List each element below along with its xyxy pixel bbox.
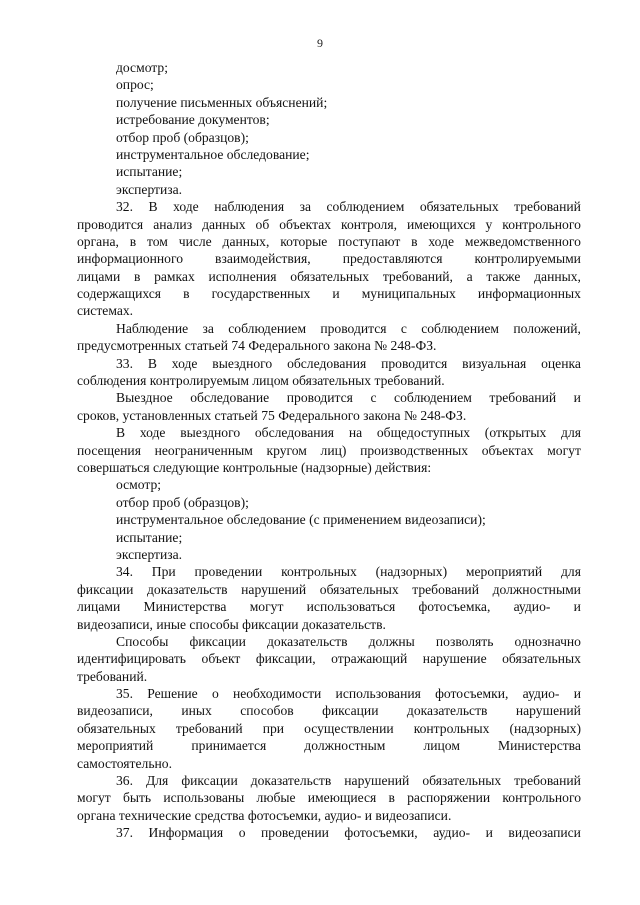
word: имеющиеся	[307, 790, 377, 806]
text-line	[77, 389, 581, 406]
word: требований,	[382, 268, 453, 284]
word: В	[147, 355, 157, 371]
word: имеющихся	[407, 216, 476, 232]
word: идентифицировать	[77, 651, 187, 667]
word: могут	[249, 599, 284, 615]
text-line: опрос;	[116, 77, 154, 93]
word: объект	[201, 651, 241, 667]
text-line	[77, 563, 581, 580]
word: об	[255, 216, 270, 232]
word: муниципальных	[361, 286, 456, 302]
word: анализ	[153, 216, 193, 232]
word: взаимодействия,	[215, 251, 311, 267]
word: использования	[335, 686, 421, 702]
text-line: экспертиза.	[116, 546, 183, 562]
word: и	[573, 599, 581, 615]
word: межведомственного	[464, 233, 581, 249]
word: с	[400, 320, 407, 336]
word: использованы	[163, 790, 245, 806]
word: содержащихся	[77, 286, 162, 302]
word: контрольных	[281, 564, 357, 580]
word: данных	[202, 216, 246, 232]
word: выездного	[180, 425, 241, 441]
word: использоваться	[306, 599, 396, 615]
text-line: совершаться следующие контрольные (надзорные) действия:	[77, 459, 432, 475]
word: фотосъемки,	[344, 825, 418, 841]
word: аудио-	[433, 825, 471, 841]
word: (открытых	[484, 425, 547, 441]
text-line: истребование документов;	[116, 112, 270, 128]
text-line: требований.	[77, 668, 148, 684]
word: положений,	[513, 320, 581, 336]
word: Наблюдение	[116, 320, 189, 336]
word: В	[148, 199, 158, 215]
word: требований	[514, 773, 581, 789]
word: оценка	[541, 355, 581, 371]
word: государственных	[211, 286, 311, 302]
word: 32.	[116, 199, 133, 215]
word: 35.	[116, 686, 133, 702]
word: должны	[368, 633, 415, 649]
word: фиксации	[322, 703, 379, 719]
word: контролируемыми	[474, 251, 581, 267]
text-line: предусмотренных статьей 74 Федерального закона № 248-ФЗ.	[77, 338, 437, 354]
word: (надзорных)	[375, 564, 448, 580]
word: контрольного	[502, 790, 581, 806]
word: и	[332, 286, 340, 302]
word: для	[561, 564, 581, 580]
word: которые	[280, 233, 328, 249]
text-line	[77, 198, 581, 215]
word: и	[573, 390, 581, 406]
word: информационных	[477, 286, 581, 302]
word: Выездное	[116, 390, 173, 406]
word: соблюдением	[228, 320, 307, 336]
word: у	[485, 216, 493, 232]
text-line: органа технические средства фотосъемки, аудио- и видеозаписи.	[77, 807, 452, 823]
word: производственных	[360, 442, 469, 458]
word: обязательных	[319, 581, 399, 597]
word: исполнения	[208, 268, 277, 284]
text-line	[77, 355, 581, 372]
word: в	[129, 233, 137, 249]
word: мероприятий	[465, 564, 543, 580]
word: кругом	[266, 442, 307, 458]
word: лиц)	[320, 442, 347, 458]
text-line: экспертиза.	[116, 181, 183, 197]
word: обязательных	[502, 651, 581, 667]
word: лицами	[77, 268, 121, 284]
text-line: досмотр;	[116, 60, 168, 75]
word: нарушений	[241, 581, 307, 597]
word: должностными	[492, 581, 581, 597]
word: с	[370, 390, 377, 406]
word: доказательств	[406, 703, 488, 719]
word: Решение	[147, 686, 198, 702]
text-line	[77, 650, 581, 667]
word: проводится	[77, 216, 144, 232]
text-line	[77, 633, 581, 650]
word: и	[485, 825, 493, 841]
word: наблюдения	[214, 199, 285, 215]
word: доказательств	[250, 773, 332, 789]
word: аудио-	[522, 686, 560, 702]
word: в	[133, 268, 141, 284]
word: должностным	[304, 738, 386, 754]
word: распоряжении	[407, 790, 491, 806]
word: контрольных	[413, 720, 490, 736]
word: принимается	[191, 738, 267, 754]
text-line: получение письменных объяснений;	[116, 94, 328, 110]
text-line	[77, 581, 581, 598]
word: Министерства	[143, 599, 227, 615]
word: мероприятий	[77, 738, 154, 754]
word: 34.	[116, 564, 133, 580]
word: видеозаписи,	[77, 703, 153, 719]
text-line	[77, 824, 581, 841]
text-line	[77, 598, 581, 615]
word: фиксации	[181, 773, 238, 789]
word: о	[211, 686, 219, 702]
word: фиксации,	[255, 651, 316, 667]
text-line: видеозаписи, иные способы фиксации доказательств.	[77, 616, 386, 632]
text-line: испытание;	[116, 529, 183, 545]
text-line	[77, 250, 581, 267]
text-line: системах.	[77, 303, 134, 319]
word: предоставляются	[342, 251, 443, 267]
word: Способы	[116, 633, 169, 649]
word: однозначно	[514, 633, 581, 649]
word: в	[183, 286, 190, 302]
word: поступают	[338, 233, 401, 249]
word: нарушений	[515, 703, 581, 719]
page-number: 9	[317, 36, 323, 50]
text-line: отбор проб (образцов);	[116, 494, 249, 510]
word: Для	[146, 773, 169, 789]
word: информационного	[77, 251, 184, 267]
word: быть	[122, 790, 152, 806]
word: 37.	[116, 825, 133, 841]
word: обязательных	[290, 268, 370, 284]
word: соблюдением	[421, 320, 500, 336]
word: требований	[489, 390, 557, 406]
word: проводится	[320, 320, 387, 336]
word: ходе	[173, 199, 199, 215]
word: фиксации	[189, 633, 246, 649]
word: требований	[514, 199, 581, 215]
word: соблюдением	[326, 199, 405, 215]
word: общедоступных	[376, 425, 471, 441]
word: посещения	[77, 442, 141, 458]
word: В	[116, 425, 126, 441]
text-line	[77, 268, 581, 285]
text-line	[77, 720, 581, 737]
word: проводится	[286, 390, 353, 406]
text-line	[77, 320, 581, 337]
text-line	[77, 285, 581, 302]
text-line	[77, 737, 581, 754]
text-line	[77, 702, 581, 719]
word: соблюдением	[394, 390, 472, 406]
word: проведении	[261, 825, 329, 841]
text-line: отбор проб (образцов);	[116, 129, 249, 145]
text-line: осмотр;	[116, 477, 162, 493]
text-line	[77, 216, 581, 233]
word: при	[262, 720, 285, 736]
word: аудио-	[513, 599, 551, 615]
word: При	[151, 564, 176, 580]
text-line	[77, 789, 581, 806]
word: визуальная	[462, 355, 527, 371]
word: за	[202, 320, 214, 336]
word: фотосъемка,	[418, 599, 491, 615]
word: фотосъемки,	[435, 686, 509, 702]
word: о	[238, 825, 246, 841]
word: обследование	[190, 390, 270, 406]
text-line: самостоятельно.	[77, 755, 172, 771]
word: для	[561, 425, 581, 441]
word: 36.	[116, 773, 133, 789]
text-line	[77, 424, 581, 441]
text-line: инструментальное обследование (с применением видеозаписи);	[116, 512, 486, 528]
word: фиксации	[77, 581, 134, 597]
word: необходимости	[232, 686, 322, 702]
document-body	[77, 59, 581, 842]
word: нарушение	[422, 651, 487, 667]
word: обязательных	[422, 773, 502, 789]
word: могут	[77, 790, 111, 806]
word: данных,	[222, 233, 270, 249]
word: также	[486, 268, 521, 284]
word: ходе	[139, 425, 166, 441]
word: объектах	[279, 216, 332, 232]
word: контроля,	[341, 216, 397, 232]
word: осуществлении	[304, 720, 394, 736]
text-line: инструментальное обследование;	[116, 146, 310, 162]
word: в	[388, 790, 395, 806]
word: данных,	[534, 268, 581, 284]
word: неограниченным	[154, 442, 253, 458]
text-line	[77, 772, 581, 789]
word: лицом	[423, 738, 460, 754]
word: доказательств	[147, 581, 228, 597]
word: рамках	[154, 268, 195, 284]
word: в	[411, 233, 418, 249]
word: том	[147, 233, 168, 249]
word: проводится	[381, 355, 448, 371]
word: за	[299, 199, 312, 215]
word: доказательств	[266, 633, 348, 649]
word: отражающий	[331, 651, 408, 667]
word: требований	[175, 720, 243, 736]
word: контрольного	[502, 216, 581, 232]
word: выездного	[212, 355, 273, 371]
word: позволять	[435, 633, 494, 649]
word: числе	[178, 233, 212, 249]
text-line: испытание;	[116, 164, 183, 180]
word: способов	[240, 703, 294, 719]
text-line: соблюдения контролируемым лицом обязательных требований.	[77, 373, 445, 389]
word: требований	[412, 581, 479, 597]
word: нарушений	[344, 773, 410, 789]
word: (надзорных)	[509, 720, 581, 736]
word: 33.	[116, 355, 133, 371]
word: обязательных	[77, 720, 156, 736]
text-line	[77, 685, 581, 702]
text-line	[77, 233, 581, 250]
word: а	[466, 268, 473, 284]
word: объектах	[481, 442, 534, 458]
text-line: сроков, установленных статьей 75 Федерального закона № 248-ФЗ.	[77, 407, 467, 423]
word: лицами	[77, 599, 121, 615]
word: обследования	[287, 355, 367, 371]
word: Министерства	[497, 738, 581, 754]
word: ходе	[171, 355, 198, 371]
word: ходе	[428, 233, 455, 249]
word: видеозаписи	[508, 825, 581, 841]
word: обязательных	[419, 199, 499, 215]
word: органа,	[77, 233, 119, 249]
word: обследования	[254, 425, 335, 441]
text-line	[77, 442, 581, 459]
word: любые	[256, 790, 296, 806]
word: могут	[547, 442, 581, 458]
word: на	[348, 425, 363, 441]
word: иных	[181, 703, 212, 719]
word: и	[573, 686, 581, 702]
word: Информация	[148, 825, 224, 841]
word: проведении	[194, 564, 263, 580]
